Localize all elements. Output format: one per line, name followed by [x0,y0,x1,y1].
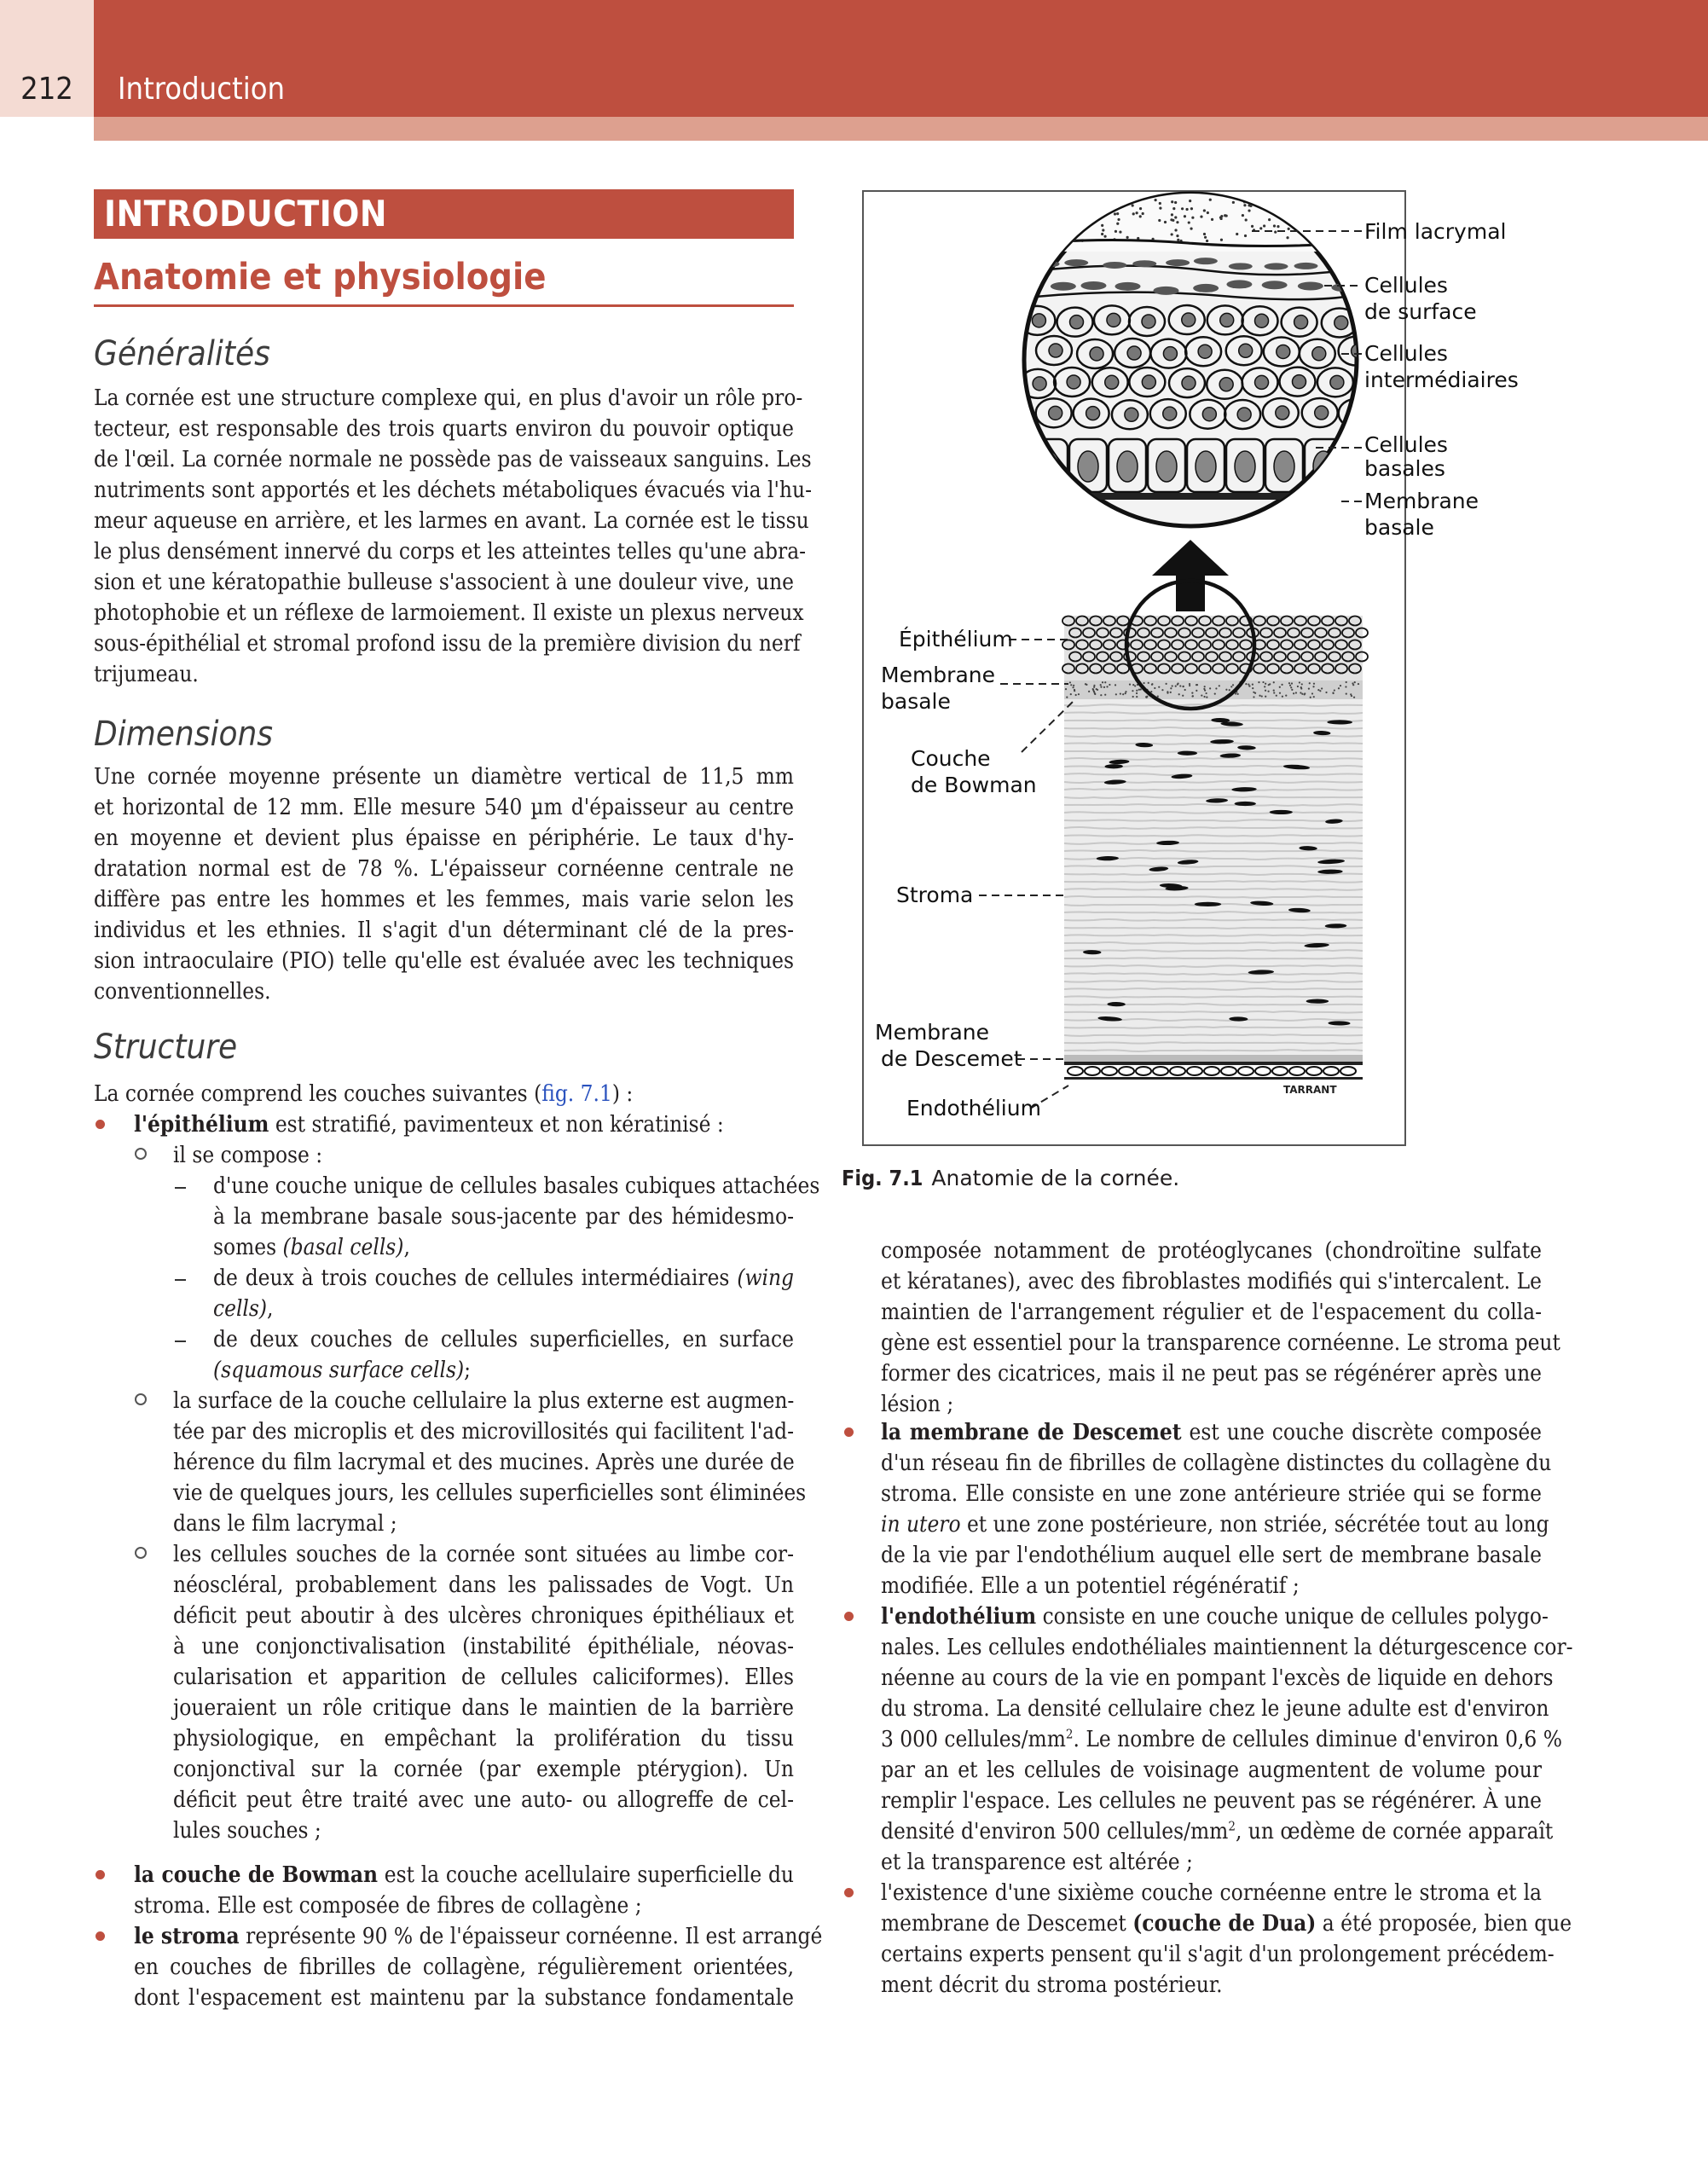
text-line: nales. Les cellules endothéliales maintiennent la déturgescence cor- [881,1635,1573,1660]
subsubitem-wing [213,1263,794,1324]
text-line: et la transparence est altérée ; [881,1850,1193,1875]
text-line: et horizontal de 12 mm. Elle mesure 540 µm d'épaisseur au centre [94,795,794,820]
text-line: l'existence d'une sixième couche cornéenne entre le stroma et la [881,1880,1542,1906]
text-run-italic: (squamous surface cells) [213,1358,465,1383]
text-line: en couches de fibrilles de collagène, régulièrement orientées, [134,1954,794,1980]
subsubitem-surface [213,1324,794,1386]
item-stroma [134,1921,823,2013]
section-title: INTRODUCTION [104,193,388,235]
page-number: 212 [20,72,73,107]
text-line: remplir l'espace. Les cellules ne peuvent pas se régénérer. À une [881,1788,1542,1814]
text-run: est la couche acellulaire superficielle du [378,1862,794,1888]
bullet-icon [844,1427,854,1437]
text-line [213,1232,794,1263]
text-line: tée par des microplis et des microvillosités qui facilitent l'ad- [173,1419,794,1445]
term-stroma: le stroma [134,1924,240,1949]
text-line [213,1294,794,1324]
text-line [881,1724,1562,1755]
text-line: Une cornée moyenne présente un diamètre vertical de 11,5 mm [94,764,794,790]
text-run: de deux à trois couches de cellules intermédiaires [213,1265,738,1291]
header-band [94,0,1708,117]
text-line: à la membrane basale sous-jacente par des hémidesmo- [213,1204,794,1230]
item-bowman [134,1860,794,1921]
label-membrane-basale-2: basale [1364,515,1434,540]
figure-number: Fig. 7.1 [842,1166,923,1190]
item-dua [881,1878,1572,2001]
text-line: les cellules souches de la cornée sont situées au limbe cor- [173,1542,794,1567]
up-arrow-icon [1152,540,1229,611]
figure-link[interactable]: fig. 7.1 [541,1081,612,1107]
text-line: conjonctival sur la cornée (par exemple ptérygion). Un [173,1757,794,1782]
subsection-rule [94,304,794,307]
figure-caption [842,1166,1179,1190]
stroma-continuation [881,1236,1560,1420]
subitem-compose [173,1140,794,1171]
text-line: il se compose : [173,1143,323,1168]
dash-bullet-icon [175,1279,186,1281]
text-line: néoscléral, probablement dans les palissades de Vogt. Un [173,1572,794,1598]
text-run: 3 000 cellules/mm [881,1727,1066,1752]
subitem-surface [173,1386,807,1539]
text-line [881,1417,1542,1448]
paragraph-dimensions [94,761,794,1007]
label-cellules-basales: Cellules [1364,432,1448,457]
text-line: composée notamment de protéoglycanes (chondroïtine sulfate [881,1238,1542,1264]
text-run: densité d'environ 500 cellules/mm [881,1819,1229,1844]
heading-structure: Structure [94,1028,238,1067]
term-bowman: la couche de Bowman [134,1862,379,1888]
text-line: de la vie par l'endothélium auquel elle sert de membrane basale [881,1543,1542,1568]
text-run: a été proposée, bien que [1316,1911,1572,1937]
label-endothelium: Endothélium [906,1096,1041,1120]
label-membrane-basale: Membrane [1364,489,1479,513]
dash-bullet-icon [175,1340,186,1342]
text-line: tecteur, est responsable des trois quarts environ du pouvoir optique [94,416,794,442]
label-cellules-surface-2: de surface [1364,299,1477,324]
text-run-italic: (basal cells) [282,1235,404,1260]
subitem-stem-cells [173,1539,794,1846]
text-run-italic: cells) [213,1296,268,1322]
text-line: lules souches ; [173,1818,321,1844]
text-run: et une zone postérieure, non striée, sécrétée tout au long [960,1512,1549,1537]
figure-caption-text: Anatomie de la cornée. [931,1166,1180,1190]
text-run: La cornée comprend les couches suivantes ( [94,1081,542,1107]
circle-bullet-icon [135,1393,147,1405]
text-line: dratation normal est de 78 %. L'épaisseur cornéenne centrale ne [94,856,794,882]
structure-intro [94,1079,794,1109]
text-line: sion intraoculaire (PIO) telle qu'elle est évaluée avec les techniques [94,948,794,974]
text-line: néenne au cours de la vie en pompant l'excès de liquide en dehors [881,1665,1554,1691]
label-cellules-basales-2: basales [1364,456,1445,481]
figure-frame [862,190,1519,1146]
text-run: ; [464,1358,471,1383]
text-line: modifiée. Elle a un potentiel régénératif ; [881,1573,1300,1599]
heading-dimensions: Dimensions [94,715,274,754]
text-line: conventionnelles. [94,979,271,1005]
magnified-epithelium-circle [1017,192,1381,526]
text-run-italic: in utero [881,1512,961,1537]
text-line: en moyenne et devient plus épaisse en périphérie. Le taux d'hy- [94,825,794,851]
text-line: la surface de la couche cellulaire la plus externe est augmen- [173,1388,795,1414]
text-line: ment décrit du stroma postérieur. [881,1972,1223,1998]
text-line: déficit peut aboutir à des ulcères chroniques épithéliaux et [173,1603,794,1629]
text-line: lésion ; [881,1392,954,1417]
header-strip [94,117,1708,141]
text-run: , un œdème de cornée apparaît [1235,1819,1554,1844]
artist-signature: TARRANT [1283,1084,1337,1096]
heading-generalites: Généralités [94,334,270,373]
text-line: de deux couches de cellules superficielles, en surface [213,1327,794,1352]
label-couche-bowman: Couche [911,746,991,771]
label-cellules-intermediaires: Cellules [1364,341,1448,366]
text-line: à une conjonctivalisation (instabilité épithéliale, néovas- [173,1634,794,1659]
text-line: former des cicatrices, mais il ne peut pas se régénérer après une [881,1361,1542,1387]
term-endothelium: l'endothélium [881,1604,1037,1630]
text-run: représente 90 % de l'épaisseur cornéenne. Il est arrangé [239,1924,823,1949]
text-line: d'un réseau fin de fibrilles de collagène distinctes du collagène du [881,1451,1552,1476]
text-line: La cornée est une structure complexe qui, en plus d'avoir un rôle pro- [94,385,803,411]
text-line [134,1921,823,1952]
text-line: dont l'espacement est maintenu par la substance fondamentale [134,1985,794,2011]
text-line: certains experts pensent qu'il s'agit d'un prolongement précédem- [881,1942,1555,1967]
bullet-icon [96,1931,105,1941]
text-line: gène est essentiel pour la transparence cornéenne. Le stroma peut [881,1330,1560,1356]
term-epithelium: l'épithélium [134,1112,269,1138]
text-line: stroma. Elle est composée de fibres de collagène ; [134,1893,642,1919]
text-line: trijumeau. [94,662,199,687]
text-line: déficit peut être traité avec une auto- ou allogreffe de cel- [173,1787,794,1813]
text-run: ) : [611,1081,634,1107]
term-descemet: la membrane de Descemet [881,1420,1182,1445]
circle-bullet-icon [135,1148,147,1160]
superscript: 2 [1065,1726,1074,1742]
text-run: est stratifié, pavimenteux et non kératinisé : [269,1112,724,1138]
cornea-illustration [864,192,1519,1144]
text-line [881,1509,1549,1540]
item-descemet [881,1417,1552,1601]
paragraph-generalites [94,383,812,690]
text-line: vie de quelques jours, les cellules superficielles sont éliminées [173,1480,807,1506]
text-line: stroma. Elle consiste en une zone antérieure striée qui se forme [881,1481,1542,1507]
text-line: hérence du film lacrymal et des mucines. Après une durée de [173,1450,795,1475]
text-line: joueraient un rôle critique dans le maintien de la barrière [173,1695,794,1721]
item-endothelium [881,1601,1573,1878]
text-line [881,1601,1549,1632]
text-line [213,1263,794,1294]
label-film-lacrymal: Film lacrymal [1364,219,1507,244]
text-line: cularisation et apparition de cellules caliciformes). Elles [173,1665,794,1690]
text-line: dans le film lacrymal ; [173,1511,397,1537]
text-line: d'une couche unique de cellules basales cubiques attachées [213,1173,820,1199]
text-line: sous-épithélial et stromal profond issu de la première division du nerf [94,631,801,657]
label-membrane-basale-left-2: basale [881,689,951,714]
label-cellules-surface: Cellules [1364,273,1448,298]
bullet-icon [96,1120,105,1129]
text-line: par an et les cellules de voisinage augmentent de volume pour [881,1757,1542,1783]
text-line: et kératanes), avec des fibroblastes modifiés qui s'intercalent. Le [881,1269,1542,1294]
text-line: de l'œil. La cornée normale ne possède pas de vaisseaux sanguins. Les [94,447,812,472]
text-line [881,1816,1554,1847]
subsubitem-basal [213,1171,820,1263]
label-membrane-basale-left: Membrane [881,663,995,687]
label-couche-bowman-2: de Bowman [911,773,1037,797]
text-run: est une couche discrète composée [1181,1420,1542,1445]
label-membrane-descemet: Membrane [875,1020,989,1045]
text-line: le plus densément innervé du corps et les atteintes telles qu'une abra- [94,539,807,565]
bullet-icon [844,1612,854,1621]
text-line [213,1355,794,1386]
label-cellules-intermediaires-2: intermédiaires [1364,368,1519,392]
text-line: nutriments sont apportés et les déchets métaboliques évacués via l'hu- [94,478,812,503]
text-line: diffère pas entre les hommes et les femmes, mais varie selon les [94,887,794,912]
term-dua: (couche de Dua) [1132,1911,1317,1937]
text-line [134,1109,794,1140]
text-line: du stroma. La densité cellulaire chez le jeune adulte est d'environ [881,1696,1549,1722]
dash-bullet-icon [175,1187,186,1189]
label-membrane-descemet-2: de Descemet [881,1046,1022,1071]
text-line [134,1860,794,1891]
superscript: 2 [1228,1818,1236,1834]
text-run: somes [213,1235,283,1260]
text-line: photophobie et un réflexe de larmoiement. Il existe un plexus nerveux [94,600,804,626]
text-line: individus et les ethnies. Il s'agit d'un déterminant clé de la pres- [94,918,794,943]
text-line: meur aqueuse en arrière, et les larmes en avant. La cornée est le tissu [94,508,809,534]
text-line: sion et une kératopathie bulleuse s'associent à une douleur vive, une [94,570,794,595]
text-run: membrane de Descemet [881,1911,1133,1937]
bullet-icon [96,1870,105,1879]
text-run: , [267,1296,274,1322]
text-line: physiologique, en empêchant la prolifération du tissu [173,1726,794,1752]
text-line [94,1079,794,1109]
text-run: , [403,1235,410,1260]
subsection-title: Anatomie et physiologie [94,256,547,298]
text-run-italic: (wing [737,1265,794,1291]
text-run: . Le nombre de cellules diminue d'environ 0,6 % [1073,1727,1562,1752]
cornea-cross-section [1062,581,1392,1080]
label-epithelium: Épithélium [899,627,1013,651]
text-line: maintien de l'arrangement régulier et de l'espacement du colla- [881,1300,1542,1325]
text-run: consiste en une couche unique de cellules polygo- [1036,1604,1549,1630]
label-stroma: Stroma [896,883,974,907]
item-epithelium [134,1109,794,1140]
circle-bullet-icon [135,1547,147,1559]
running-title: Introduction [118,72,286,107]
bullet-icon [844,1888,854,1897]
text-line [881,1908,1572,1939]
